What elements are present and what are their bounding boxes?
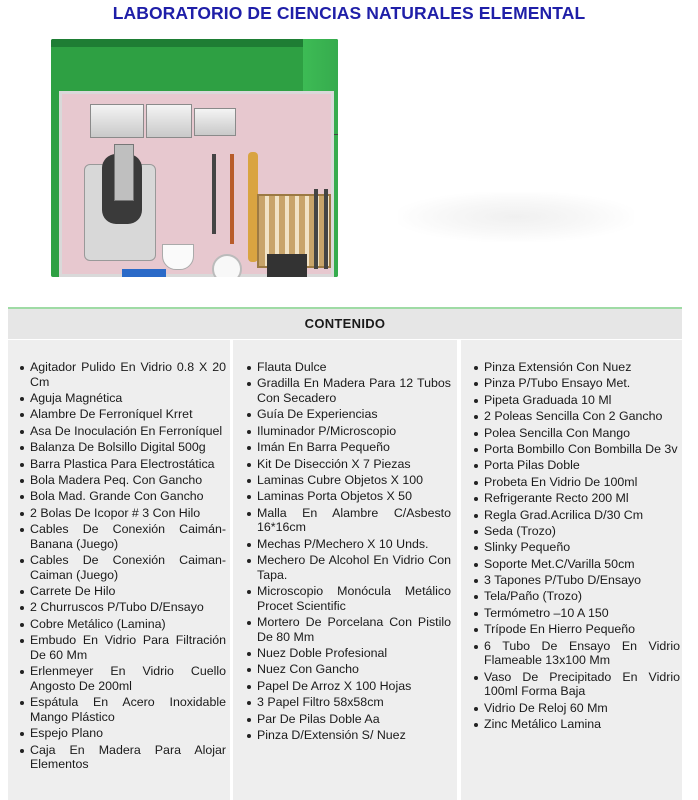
slide-box bbox=[146, 104, 192, 138]
list-item: Refrigerante Recto 200 Ml bbox=[474, 491, 680, 506]
list-item: Espátula En Acero Inoxidable Mango Plástico bbox=[20, 695, 226, 724]
contents-column-2 bbox=[233, 340, 457, 800]
list-item: Embudo En Vidrio Para Filtración De 60 Mm bbox=[20, 633, 226, 662]
mortar bbox=[162, 244, 194, 270]
blank-area bbox=[398, 192, 634, 242]
list-item: 2 Churruscos P/Tubo D/Ensayo bbox=[20, 600, 226, 615]
item-list bbox=[247, 360, 451, 743]
list-item: Carrete De Hilo bbox=[20, 584, 226, 599]
contents-header bbox=[8, 307, 682, 339]
list-item: Pinza D/Extensión S/ Nuez bbox=[247, 728, 451, 743]
list-item: Par De Pilas Doble Aa bbox=[247, 712, 451, 727]
list-item: Polea Sencilla Con Mango bbox=[474, 426, 680, 441]
list-item: Porta Pilas Doble bbox=[474, 458, 680, 473]
page-title: LABORATORIO DE CIENCIAS NATURALES ELEMENTAL bbox=[112, 3, 586, 23]
pipette bbox=[212, 154, 216, 234]
list-item: Microscopio Monócula Metálico Procet Scientific bbox=[247, 584, 451, 613]
wire-mesh bbox=[267, 254, 307, 277]
forceps bbox=[314, 189, 318, 269]
list-item: Soporte Met.C/Varilla 50cm bbox=[474, 557, 680, 572]
contents-column-3 bbox=[461, 340, 682, 800]
list-item: Flauta Dulce bbox=[247, 360, 451, 375]
list-item: Regla Grad.Acrilica D/30 Cm bbox=[474, 508, 680, 523]
list-item: Zinc Metálico Lamina bbox=[474, 717, 680, 732]
list-item: Mortero De Porcelana Con Pistilo De 80 Mm bbox=[247, 615, 451, 644]
petri-dish bbox=[212, 254, 242, 277]
magnet bbox=[122, 269, 166, 277]
lab-kit-photo bbox=[51, 39, 338, 277]
list-item: Tela/Paño (Trozo) bbox=[474, 589, 680, 604]
list-item: Kit De Disección X 7 Piezas bbox=[247, 457, 451, 472]
list-item: Pinza P/Tubo Ensayo Met. bbox=[474, 376, 680, 391]
list-item: Cables De Conexión Caimán-Banana (Juego) bbox=[20, 522, 226, 551]
glass-rod bbox=[230, 154, 234, 244]
list-item: 3 Tapones P/Tubo D/Ensayo bbox=[474, 573, 680, 588]
list-item: Nuez Doble Profesional bbox=[247, 646, 451, 661]
list-item: 2 Poleas Sencilla Con 2 Gancho bbox=[474, 409, 680, 424]
list-item: Laminas Porta Objetos X 50 bbox=[247, 489, 451, 504]
list-item: Mechas P/Mechero X 10 Unds. bbox=[247, 537, 451, 552]
tool bbox=[334, 134, 338, 135]
list-item: Bola Mad. Grande Con Gancho bbox=[20, 489, 226, 504]
list-item: Vaso De Precipitado En Vidrio 100ml Forma Baja bbox=[474, 670, 680, 699]
list-item: Erlenmeyer En Vidrio Cuello Angosto De 200ml bbox=[20, 664, 226, 693]
list-item: 6 Tubo De Ensayo En Vidrio Flameable 13x100 Mm bbox=[474, 639, 680, 668]
list-item: Nuez Con Gancho bbox=[247, 662, 451, 677]
contents-column-1 bbox=[8, 340, 230, 800]
list-item: Alambre De Ferroníquel Krret bbox=[20, 407, 226, 422]
list-item: Agitador Pulido En Vidrio 0.8 X 20 Cm bbox=[20, 360, 226, 389]
list-item: Barra Plastica Para Electrostática bbox=[20, 457, 226, 472]
list-item: Papel De Arroz X 100 Hojas bbox=[247, 679, 451, 694]
list-item: Espejo Plano bbox=[20, 726, 226, 741]
list-item: Cables De Conexión Caiman-Caiman (Juego) bbox=[20, 553, 226, 582]
list-item: Slinky Pequeño bbox=[474, 540, 680, 555]
list-item: Guía De Experiencias bbox=[247, 407, 451, 422]
list-item: Imán En Barra Pequeño bbox=[247, 440, 451, 455]
list-item: Pipeta Graduada 10 Ml bbox=[474, 393, 680, 408]
list-item: 3 Papel Filtro 58x58cm bbox=[247, 695, 451, 710]
list-item: Aguja Magnética bbox=[20, 391, 226, 406]
foam-tray bbox=[59, 91, 334, 277]
list-item: Pinza Extensión Con Nuez bbox=[474, 360, 680, 375]
item-list bbox=[474, 360, 680, 732]
list-item: Asa De Inoculación En Ferroníquel bbox=[20, 424, 226, 439]
contents-header-label: CONTENIDO bbox=[304, 316, 386, 331]
list-item: Seda (Trozo) bbox=[474, 524, 680, 539]
list-item: Bola Madera Peq. Con Gancho bbox=[20, 473, 226, 488]
list-item: Caja En Madera Para Alojar Elementos bbox=[20, 743, 226, 772]
list-item: Trípode En Hierro Pequeño bbox=[474, 622, 680, 637]
slide-box bbox=[194, 108, 236, 136]
list-item: Iluminador P/Microscopio bbox=[247, 424, 451, 439]
case-lid-edge bbox=[51, 39, 338, 47]
list-item: Vidrio De Reloj 60 Mm bbox=[474, 701, 680, 716]
slide-box bbox=[90, 104, 144, 138]
list-item: Balanza De Bolsillo Digital 500g bbox=[20, 440, 226, 455]
scalpel bbox=[324, 189, 328, 269]
list-item: Gradilla En Madera Para 12 Tubos Con Secadero bbox=[247, 376, 451, 405]
list-item: 2 Bolas De Icopor # 3 Con Hilo bbox=[20, 506, 226, 521]
list-item: Probeta En Vidrio De 100ml bbox=[474, 475, 680, 490]
list-item: Porta Bombillo Con Bombilla De 3v bbox=[474, 442, 680, 457]
list-item: Cobre Metálico (Lamina) bbox=[20, 617, 226, 632]
list-item: Mechero De Alcohol En Vidrio Con Tapa. bbox=[247, 553, 451, 582]
item-list bbox=[20, 360, 226, 772]
list-item: Termómetro –10 A 150 bbox=[474, 606, 680, 621]
list-item: Malla En Alambre C/Asbesto 16*16cm bbox=[247, 506, 451, 535]
microscope-tube bbox=[114, 144, 134, 201]
list-item: Laminas Cubre Objetos X 100 bbox=[247, 473, 451, 488]
